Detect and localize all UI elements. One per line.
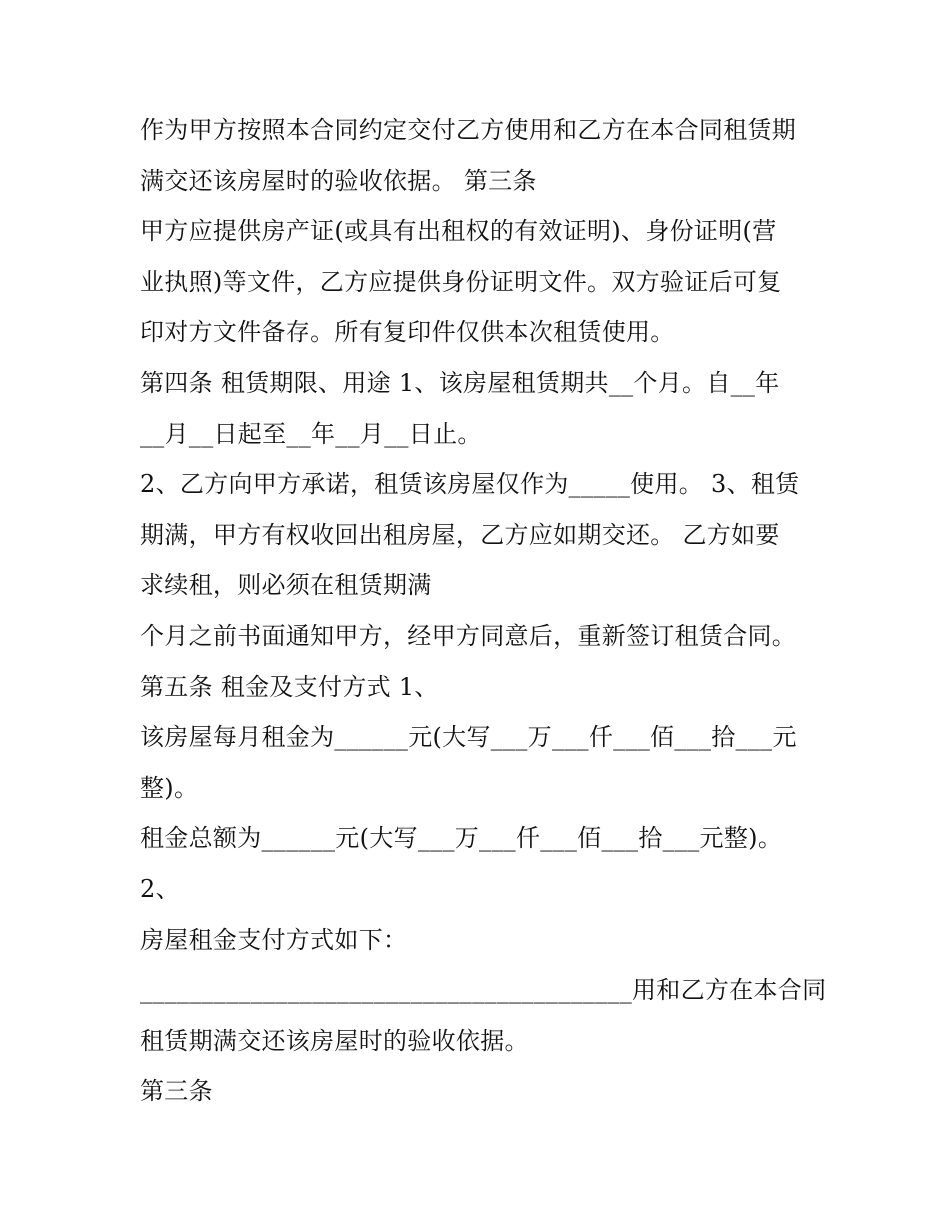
text-line-1: 作为甲方按照本合同约定交付乙方使用和乙方在本合同租赁期 — [140, 116, 797, 144]
text-line-20: 第三条 — [140, 1077, 213, 1106]
text-line-7: __月__日起至__年__月__日止。 — [140, 419, 482, 448]
text-line-11: 个月之前书面通知甲方，经甲方同意后，重新签订租赁合同。 — [140, 621, 797, 650]
document-body — [140, 105, 827, 1117]
text-line-15: 租金总额为______元(大写___万___仟___佰___拾___元整)。 — [140, 824, 783, 853]
text-line-19: 租赁期满交还该房屋时的验收依据。 — [140, 1026, 529, 1055]
text-line-6: 第四条 租赁期限、用途 1、该房屋租赁期共__个月。自__年 — [140, 368, 780, 397]
text-line-8: 2、乙方向甲方承诺，租赁该房屋仅作为_____使用。 3、租赁 — [140, 470, 800, 499]
text-line-3: 甲方应提供房产证(或具有出租权的有效证明)、身份证明(营 — [140, 217, 777, 246]
text-line-9: 期满，甲方有权收回出租房屋，乙方应如期交还。 乙方如要 — [140, 520, 780, 549]
text-line-10: 求续租，则必须在租赁期满 — [140, 571, 432, 600]
text-line-14: 整)。 — [140, 773, 199, 802]
text-line-2: 满交还该房屋时的验收依据。 第三条 — [140, 166, 537, 195]
text-line-18: ________________________________________用和乙方在本合同 — [140, 976, 827, 1005]
text-line-12: 第五条 租金及支付方式 1、 — [140, 672, 439, 701]
text-line-17: 房屋租金支付方式如下： — [140, 925, 408, 954]
text-line-5: 印对方文件备存。所有复印件仅供本次租赁使用。 — [140, 318, 675, 347]
text-line-13: 该房屋每月租金为______元(大写___万___仟___佰___拾___元 — [140, 723, 797, 752]
text-line-16: 2、 — [140, 874, 180, 903]
text-line-4: 业执照)等文件，乙方应提供身份证明文件。双方验证后可复 — [140, 267, 782, 296]
